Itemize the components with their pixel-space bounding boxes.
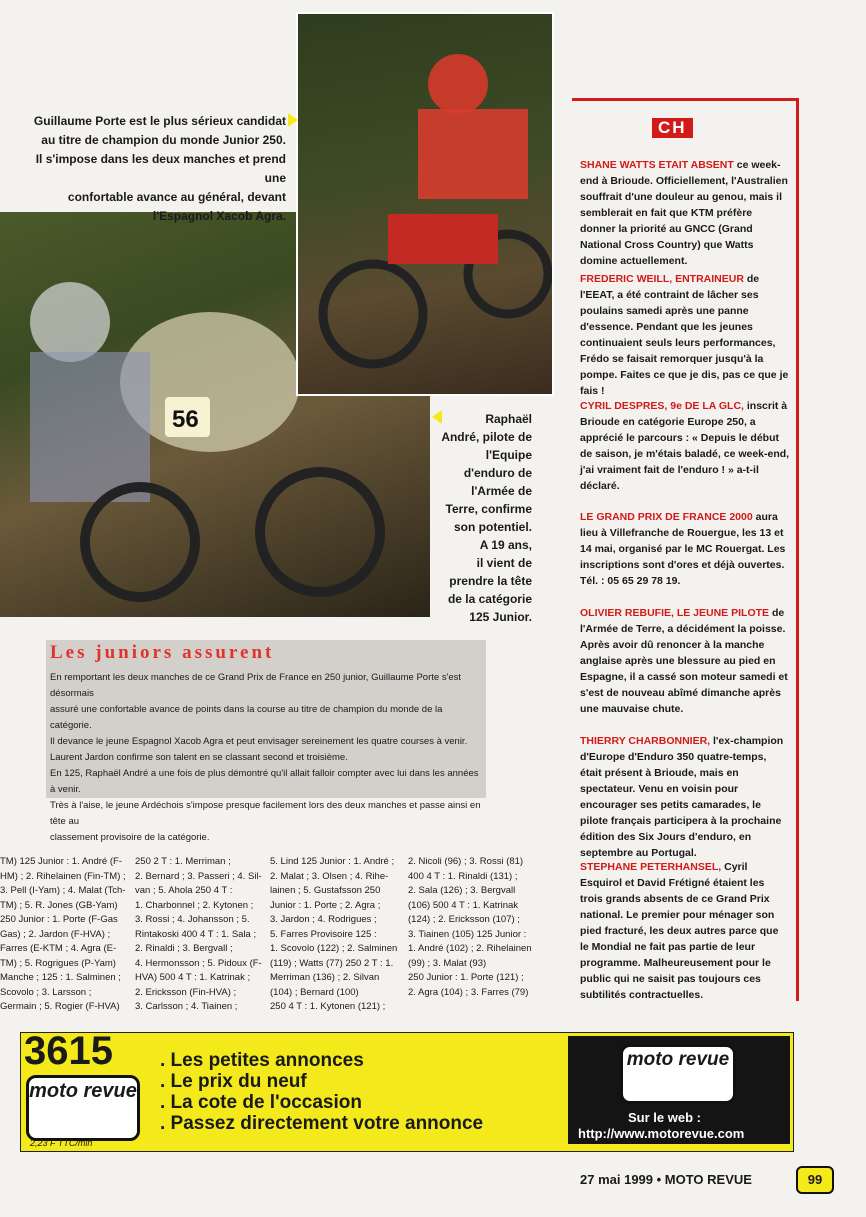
results-line: 2. Agra (104) ; 3. Farres (79) <box>408 986 529 998</box>
results-column-2 <box>135 855 265 1015</box>
caption-line: l'Equipe <box>485 448 532 462</box>
results-line: Scovolo ; 3. Larsson ; <box>0 986 92 998</box>
caption-line: de la catégorie <box>447 592 532 606</box>
news-body: de l'Armée de Terre, a décidément la poisse. Après avoir dû renoncer à la manche anglaise après une blessure au pied en Espagne, il a cassé son moteur samedi et s'est de nouveau abîmé dimanche après une mauvaise chute. <box>580 607 788 715</box>
caption-line: 125 Junior. <box>469 610 532 624</box>
results-line: 5. Farres Provisoire 125 : <box>270 928 377 940</box>
news-item <box>580 733 790 861</box>
results-line: HVA) 500 4 T : 1. Katrinak ; <box>135 972 251 983</box>
results-column-3 <box>270 855 405 1015</box>
ad-brand-logo <box>26 1075 140 1141</box>
results-line: van ; 5. Ahola 250 4 T : <box>135 885 233 896</box>
caption-line: André, pilote de <box>441 430 532 444</box>
news-headline: CYRIL DESPRES, 9e DE LA GLC, <box>580 400 744 412</box>
ad-brand-text: moto revue <box>626 1049 730 1070</box>
results-line: 4. Hermonsson ; 5. Pidoux (F- <box>135 957 262 969</box>
caption-arrow-icon <box>432 410 442 424</box>
results-line: 3. Jardon ; 4. Rodrigues ; <box>270 914 377 925</box>
caption-line: son potentiel. <box>454 520 532 534</box>
caption-line: Il s'impose dans les deux manches et prend une <box>35 152 286 185</box>
news-body: de l'EEAT, a été contraint de lâcher ses poulains samedi après une panne d'essence. Pendant que les jeunes continuaient seuls leurs performances, Frédo se faisait remorquer jusqu'à la pompe. Faites ce que je dis, pas ce que je fais ! <box>580 273 789 397</box>
results-line: Farres (E-KTM ; 4. Agra (E- <box>0 943 117 954</box>
results-line: HM) ; 2. Rihelainen (Fin-TM) ; <box>0 870 126 882</box>
ad-list-item: . La cote de l'occasion <box>160 1092 362 1113</box>
news-item <box>580 271 790 399</box>
ad-minitel-number: 3615 <box>24 1029 113 1073</box>
juniors-line: En 125, Raphaël André a une fois de plus démontré qu'il allait falloir compter avec lui dans les années à venir. <box>50 768 479 795</box>
ad-web-url[interactable]: http://www.motorevue.com <box>578 1126 745 1141</box>
results-line: 5. Lind 125 Junior : 1. André ; <box>270 856 395 867</box>
news-item <box>580 859 790 1003</box>
ad-list-item: . Passez directement votre annonce <box>160 1113 484 1134</box>
ad-price: 2,23 F TTC/min <box>30 1138 93 1148</box>
results-line: 250 2 T : 1. Merriman ; <box>135 856 231 867</box>
results-line: (119) ; Watts (77) 250 2 T : 1. <box>270 957 394 969</box>
results-line: TM) ; 5. R. Jones (GB-Yam) <box>0 899 118 911</box>
juniors-headline: Les juniors assurent <box>50 642 275 663</box>
news-headline: OLIVIER REBUFIE, LE JEUNE PILOTE <box>580 607 770 619</box>
caption-line: Guillaume Porte est le plus sérieux candidat <box>33 114 286 128</box>
caption-line: A 19 ans, <box>479 538 532 552</box>
results-line: Manche ; 125 : 1. Salminen ; <box>0 972 121 983</box>
caption-arrow-icon <box>288 113 298 127</box>
results-line: 3. Pell (I-Yam) ; 4. Malat (Tch- <box>0 885 126 896</box>
results-line: Rintakoski 400 4 T : 1. Sala ; <box>135 928 257 940</box>
results-line: 2. Nicoli (96) ; 3. Rossi (81) <box>408 856 524 867</box>
juniors-line: Il devance le jeune Espagnol Xacob Agra et peut envisager sereinement les quatre courses à venir. <box>50 736 468 747</box>
results-line: TM) ; 5. Rogrigues (P-Yam) <box>0 957 116 969</box>
news-headline: FREDERIC WEILL, ENTRAINEUR <box>580 273 744 285</box>
news-item <box>580 157 790 269</box>
news-headline: STEPHANE PETERHANSEL, <box>580 861 722 873</box>
bib-number: 56 <box>172 406 199 433</box>
ad-web-label: Sur le web : <box>628 1110 701 1125</box>
news-item <box>580 605 790 717</box>
juniors-line: En remportant les deux manches de ce Grand Prix de France en 250 junior, Guillaume Porte s'est désormais <box>50 672 462 699</box>
juniors-body <box>50 670 486 846</box>
caption-line: Raphaël <box>485 412 532 426</box>
page-number: 99 <box>796 1166 834 1194</box>
caption-line: Terre, confirme <box>445 502 532 516</box>
results-line: 400 4 T : 1. Rinaldi (131) ; <box>408 870 518 882</box>
ad-web-logo <box>620 1044 736 1104</box>
results-line: 1. Scovolo (122) ; 2. Salminen <box>270 943 398 954</box>
caption-line: prendre la tête <box>449 574 532 588</box>
results-line: 2. Bernard ; 3. Passeri ; 4. Sil- <box>135 870 262 882</box>
results-line: 2. Malat ; 3. Olsen ; 4. Rihe- <box>270 870 389 882</box>
juniors-line: classement provisoire de la catégorie. <box>50 832 210 843</box>
results-line: 250 Junior : 1. Porte (F-Gas <box>0 914 118 925</box>
caption-line: au titre de champion du monde Junior 250. <box>41 133 286 147</box>
caption-line: l'Armée de <box>471 484 532 498</box>
ad-list-item: . Le prix du neuf <box>160 1071 307 1092</box>
news-body: inscrit à Brioude en catégorie Europe 250, a apprécié le parcours : « Depuis le début de saison, je m'étais baladé, ce week-end, j'ai vraiment fait de l'enduro ! » a-t-il déclaré. <box>580 400 790 492</box>
results-line: 250 4 T : 1. Kytonen (121) ; <box>270 1001 386 1012</box>
results-line: 2. Sala (126) ; 3. Bergvall <box>408 885 516 896</box>
ad-brand-text: moto revue <box>29 1080 137 1102</box>
juniors-line: assuré une confortable avance de points dans la course au titre de champion du monde de la catégorie. <box>50 704 443 731</box>
news-body: ce week-end à Brioude. Officiellement, l'Australien souffrait d'une douleur au genou, mais il semblerait en fait que KTM préfère donner la priorité au GNCC (Grand National Cross Country) que Watts domine actuellement. <box>580 159 788 267</box>
results-line: Germain ; 5. Rogier (F-HVA) <box>0 1001 120 1012</box>
results-line: 3. Rossi ; 4. Johansson ; 5. <box>135 914 250 925</box>
results-line: 2. Ericksson (Fin-HVA) ; <box>135 986 237 998</box>
caption-top <box>24 112 286 226</box>
juniors-line: Laurent Jardon confirme son talent en se classant second et troisième. <box>50 752 348 763</box>
ad-list-item: . Les petites annonces <box>160 1050 364 1071</box>
results-line: Merriman (136) ; 2. Silvan <box>270 972 380 983</box>
news-column-title: CH <box>652 118 693 138</box>
news-item <box>580 509 790 589</box>
results-line: (99) ; 3. Malat (93) <box>408 957 487 969</box>
news-item <box>580 398 790 494</box>
news-body: l'ex-champion d'Europe d'Enduro 350 quatre-temps, était présent à Brioude, mais en spectateur. Venu en voisin pour encourager ses petits camarades, le pilote français participera à la prochaine édition des Six Jours d'enduro, en septembre au Portugal. <box>580 735 784 859</box>
caption-andre <box>432 410 532 626</box>
ad-list <box>160 1050 483 1134</box>
caption-line: confortable avance au général, devant <box>67 190 286 204</box>
results-line: 1. Charbonnel ; 2. Kytonen ; <box>135 899 254 911</box>
results-line: 1. André (102) ; 2. Rihelainen <box>408 943 532 954</box>
results-line: Gas) ; 2. Jardon (F-HVA) ; <box>0 928 111 940</box>
news-headline: LE GRAND PRIX DE FRANCE 2000 <box>580 511 753 523</box>
photo-rider-red <box>296 12 554 396</box>
results-line: (104) ; Bernard (100) <box>270 986 359 998</box>
results-line: 2. Rinaldi ; 3. Bergvall ; <box>135 943 233 954</box>
caption-line: il vient de <box>476 556 532 570</box>
results-line: Junior : 1. Porte ; 2. Agra ; <box>270 899 381 911</box>
results-line: (124) ; 2. Ericksson (107) ; <box>408 914 520 925</box>
results-line: lainen ; 5. Gustafsson 250 <box>270 885 381 896</box>
caption-line: l'Espagnol Xacob Agra. <box>152 209 286 223</box>
results-column-1 <box>0 855 130 1015</box>
news-headline: SHANE WATTS ETAIT ABSENT <box>580 159 734 171</box>
caption-line: d'enduro de <box>463 466 532 480</box>
results-line: (106) 500 4 T : 1. Katrinak <box>408 899 519 911</box>
news-headline: THIERRY CHARBONNIER, <box>580 735 711 747</box>
news-body: Cyril Esquirol et David Frétigné étaient les trois grands absents de ce Grand Prix national. Le premier pour ménager son pied fracturé, les deux autres parce que le Mondial ne fait pas partie de leur programme. Malheureusement pour le public qui ne saisit pas toujours ces subtilités contractuelles. <box>580 861 779 1001</box>
results-line: 3. Carlsson ; 4. Tiainen ; <box>135 1001 238 1012</box>
results-line: 250 Junior : 1. Porte (121) ; <box>408 972 524 983</box>
news-body: aura lieu à Villefranche de Rouergue, les 13 et 14 mai, organisé par le MC Rouergat. Les inscriptions sont d'ores et déjà ouvertes. Tél. : 05 65 29 78 19. <box>580 511 786 587</box>
results-line: TM) 125 Junior : 1. André (F- <box>0 856 122 867</box>
juniors-line: Très à l'aise, le jeune Ardéchois s'impose presque facilement lors des deux manches et passe ainsi en tête au <box>50 800 481 827</box>
footer-date: 27 mai 1999 • MOTO REVUE <box>580 1172 752 1187</box>
results-line: 3. Tiainen (105) 125 Junior : <box>408 928 527 940</box>
results-column-4 <box>408 855 548 1000</box>
